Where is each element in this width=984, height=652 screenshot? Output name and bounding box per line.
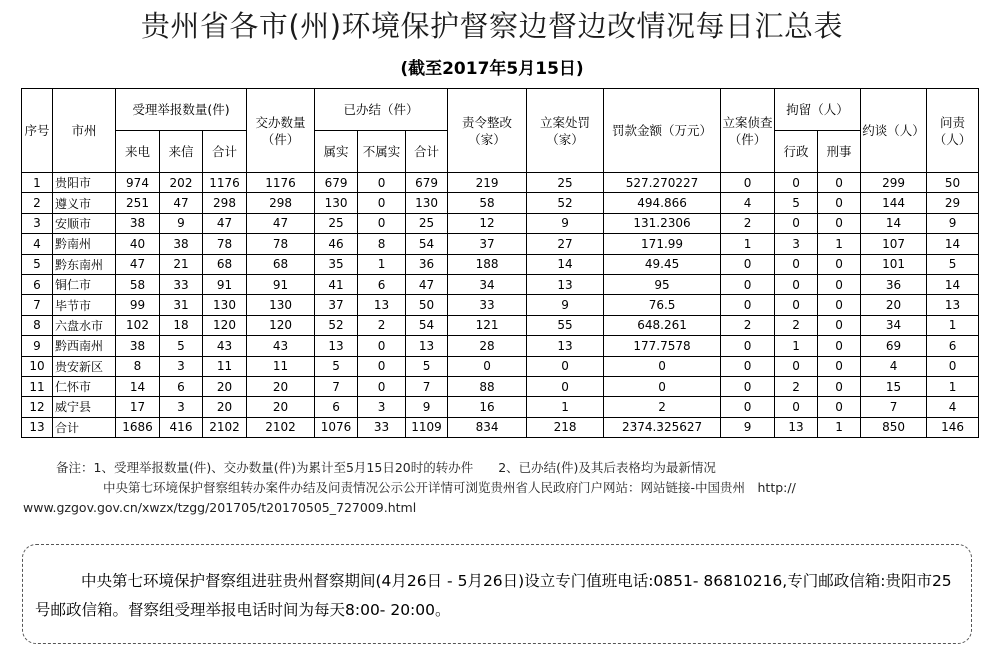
table-row: [22, 193, 979, 213]
table-cell: 43: [203, 336, 247, 356]
table-cell: 铜仁市: [53, 274, 116, 294]
table-cell: 68: [203, 254, 247, 274]
table-cell: 0: [721, 173, 775, 193]
table-cell: 88: [448, 376, 527, 396]
header-received: 受理举报数量(件): [116, 89, 247, 131]
page-subtitle: (截至2017年5月15日): [400, 59, 584, 79]
table-cell: 0: [721, 397, 775, 417]
table-cell: 46: [315, 234, 358, 254]
table-cell: 1: [527, 397, 604, 417]
table-cell: 黔东南州: [53, 254, 116, 274]
table-cell: 7: [406, 376, 448, 396]
table-cell: 20: [203, 376, 247, 396]
table-cell: 1: [818, 417, 861, 437]
table-cell: 2: [775, 315, 818, 335]
table-cell: 1076: [315, 417, 358, 437]
table-cell: 91: [247, 274, 315, 294]
table-row: [22, 295, 979, 315]
table-cell: 171.99: [604, 234, 721, 254]
table-cell: 52: [315, 315, 358, 335]
table-cell: 25: [527, 173, 604, 193]
table-cell: 95: [604, 274, 721, 294]
table-cell: 2: [604, 397, 721, 417]
table-cell: 130: [315, 193, 358, 213]
table-cell: 37: [448, 234, 527, 254]
table-cell: 20: [247, 397, 315, 417]
table-cell: 9: [22, 336, 53, 356]
table-cell: 0: [358, 376, 406, 396]
header-criminal: 刑事: [818, 131, 861, 173]
table-cell: 2374.325627: [604, 417, 721, 437]
table-cell: 0: [721, 254, 775, 274]
table-cell: 合计: [53, 417, 116, 437]
table-cell: 8: [116, 356, 160, 376]
header-received-total: 合计: [203, 131, 247, 173]
table-cell: 0: [818, 336, 861, 356]
table-cell: 13: [22, 417, 53, 437]
table-cell: 4: [22, 234, 53, 254]
table-cell: 251: [116, 193, 160, 213]
table-cell: 33: [160, 274, 203, 294]
table-cell: 0: [775, 173, 818, 193]
table-cell: 50: [927, 173, 979, 193]
header-true: 属实: [315, 131, 358, 173]
table-cell: 5: [927, 254, 979, 274]
table-cell: 7: [315, 376, 358, 396]
table-cell: 11: [203, 356, 247, 376]
table-cell: 146: [927, 417, 979, 437]
table-cell: 2102: [247, 417, 315, 437]
table-cell: 14: [527, 254, 604, 274]
table-cell: 834: [448, 417, 527, 437]
table-cell: 13: [358, 295, 406, 315]
table-cell: 9: [927, 213, 979, 233]
table-cell: 13: [527, 336, 604, 356]
table-cell: 9: [406, 397, 448, 417]
table-cell: 130: [406, 193, 448, 213]
table-cell: 120: [203, 315, 247, 335]
notes: [23, 458, 973, 518]
table-cell: 0: [818, 274, 861, 294]
table-cell: 17: [116, 397, 160, 417]
table-cell: 0: [927, 356, 979, 376]
table-cell: 299: [861, 173, 927, 193]
table-cell: 1109: [406, 417, 448, 437]
table-cell: 33: [358, 417, 406, 437]
table-cell: 8: [22, 315, 53, 335]
table-cell: 0: [818, 254, 861, 274]
table-cell: 12: [22, 397, 53, 417]
table-cell: 177.7578: [604, 336, 721, 356]
table-cell: 1686: [116, 417, 160, 437]
table-cell: 0: [721, 295, 775, 315]
table-cell: 15: [861, 376, 927, 396]
table-cell: 1: [775, 336, 818, 356]
table-cell: 20: [203, 397, 247, 417]
table-cell: 298: [203, 193, 247, 213]
table-cell: 130: [247, 295, 315, 315]
table-cell: 0: [818, 213, 861, 233]
table-cell: 6: [927, 336, 979, 356]
note-line-1: 备注：1、受理举报数量(件)、交办数量(件)为累计至5月15日20时的转办件 2、已办结(件)及其后表格均为最新情况: [56, 460, 716, 475]
table-cell: 47: [247, 213, 315, 233]
table-cell: 6: [315, 397, 358, 417]
table-cell: 2: [721, 315, 775, 335]
table-cell: 3: [160, 356, 203, 376]
table-cell: 0: [775, 356, 818, 376]
table-cell: 3: [160, 397, 203, 417]
table-cell: 58: [448, 193, 527, 213]
table-cell: 六盘水市: [53, 315, 116, 335]
table-row: [22, 397, 979, 417]
table-cell: 50: [406, 295, 448, 315]
table-cell: 69: [861, 336, 927, 356]
table-cell: 40: [116, 234, 160, 254]
table-cell: 0: [775, 254, 818, 274]
table-cell: 12: [448, 213, 527, 233]
header-detain: 拘留（人）: [775, 89, 861, 131]
table-cell: 102: [116, 315, 160, 335]
table-cell: 9: [160, 213, 203, 233]
table-cell: 20: [861, 295, 927, 315]
table-cell: 0: [721, 356, 775, 376]
table-cell: 25: [406, 213, 448, 233]
table-cell: 0: [818, 315, 861, 335]
table-cell: 安顺市: [53, 213, 116, 233]
table-cell: 25: [315, 213, 358, 233]
note-line-2: 中央第七环境保护督察组转办案件办结及问责情况公示公开详情可浏览贵州省人民政府门户网站：网站链接-中国贵州 http://: [103, 480, 796, 495]
table-cell: 0: [818, 295, 861, 315]
table-row: [22, 336, 979, 356]
table-cell: 5: [22, 254, 53, 274]
table-cell: 2: [721, 213, 775, 233]
table-cell: 36: [406, 254, 448, 274]
table-cell: 0: [604, 376, 721, 396]
table-cell: 1: [818, 234, 861, 254]
header-false: 不属实: [358, 131, 406, 173]
table-cell: 18: [160, 315, 203, 335]
table-cell: 101: [861, 254, 927, 274]
table-cell: 0: [775, 274, 818, 294]
table-cell: 14: [927, 234, 979, 254]
table-cell: 2: [22, 193, 53, 213]
table-cell: 78: [203, 234, 247, 254]
table-cell: 4: [721, 193, 775, 213]
table-cell: 54: [406, 234, 448, 254]
table-cell: 遵义市: [53, 193, 116, 213]
table-cell: 144: [861, 193, 927, 213]
table-cell: 2102: [203, 417, 247, 437]
table-cell: 20: [247, 376, 315, 396]
table-cell: 54: [406, 315, 448, 335]
header-interview: 约谈（人）: [861, 89, 927, 173]
table-cell: 5: [160, 336, 203, 356]
table-cell: 130: [203, 295, 247, 315]
table-row: [22, 213, 979, 233]
table-cell: 21: [160, 254, 203, 274]
table-cell: 0: [358, 213, 406, 233]
table-cell: 37: [315, 295, 358, 315]
table-row: [22, 173, 979, 193]
header-rectify: 责令整改（家）: [448, 89, 527, 173]
table-cell: 298: [247, 193, 315, 213]
table-cell: 1: [927, 315, 979, 335]
table-cell: 5: [315, 356, 358, 376]
table-cell: 219: [448, 173, 527, 193]
table-cell: 10: [22, 356, 53, 376]
table-cell: 202: [160, 173, 203, 193]
table-cell: 13: [406, 336, 448, 356]
header-admin: 行政: [775, 131, 818, 173]
table-cell: 0: [775, 295, 818, 315]
header-fine: 罚款金额（万元）: [604, 89, 721, 173]
header-transferred: 交办数量（件）: [247, 89, 315, 173]
table-cell: 1: [927, 376, 979, 396]
table-cell: 55: [527, 315, 604, 335]
table-cell: 1: [358, 254, 406, 274]
table-cell: 4: [861, 356, 927, 376]
table-cell: 527.270227: [604, 173, 721, 193]
table-cell: 416: [160, 417, 203, 437]
table-cell: 648.261: [604, 315, 721, 335]
table-cell: 9: [527, 213, 604, 233]
table-cell: 188: [448, 254, 527, 274]
table-cell: 14: [861, 213, 927, 233]
table-cell: 99: [116, 295, 160, 315]
table-cell: 2: [358, 315, 406, 335]
table-cell: 5: [406, 356, 448, 376]
table-cell: 47: [116, 254, 160, 274]
table-cell: 仁怀市: [53, 376, 116, 396]
header-closed: 已办结（件）: [315, 89, 448, 131]
table-cell: 贵阳市: [53, 173, 116, 193]
table-cell: 38: [116, 213, 160, 233]
hotline-notice-text: 中央第七环境保护督察组进驻贵州督察期间(4月26日 - 5月26日)设立专门值班电话:0851- 86810216,专门邮政信箱:贵阳市25号邮政信箱。督察组受理举报电话时间为每天8:00- 20:00。: [35, 572, 952, 619]
table-cell: 0: [721, 376, 775, 396]
table-cell: 34: [861, 315, 927, 335]
table-cell: 13: [527, 274, 604, 294]
table-cell: 34: [448, 274, 527, 294]
table-cell: 679: [315, 173, 358, 193]
table-cell: 0: [527, 356, 604, 376]
table-cell: 7: [861, 397, 927, 417]
table-cell: 5: [775, 193, 818, 213]
table-cell: 43: [247, 336, 315, 356]
hotline-notice-box: [22, 544, 972, 644]
table-cell: 贵安新区: [53, 356, 116, 376]
table-cell: 38: [116, 336, 160, 356]
table-cell: 78: [247, 234, 315, 254]
table-cell: 121: [448, 315, 527, 335]
header-city: 市州: [53, 89, 116, 173]
table-row: [22, 254, 979, 274]
table-cell: 41: [315, 274, 358, 294]
table-cell: 52: [527, 193, 604, 213]
header-accountability: 问责（人）: [927, 89, 979, 173]
table-cell: 38: [160, 234, 203, 254]
table-cell: 28: [448, 336, 527, 356]
table-cell: 7: [22, 295, 53, 315]
header-letter: 来信: [160, 131, 203, 173]
table-cell: 6: [22, 274, 53, 294]
table-cell: 36: [861, 274, 927, 294]
table-cell: 47: [160, 193, 203, 213]
table-row: [22, 356, 979, 376]
table-cell: 0: [721, 336, 775, 356]
header-phone: 来电: [116, 131, 160, 173]
table-cell: 3: [775, 234, 818, 254]
table-row: [22, 376, 979, 396]
table-cell: 6: [358, 274, 406, 294]
header-index: 序号: [22, 89, 53, 173]
table-cell: 107: [861, 234, 927, 254]
table-cell: 47: [203, 213, 247, 233]
table-cell: 0: [358, 336, 406, 356]
table-cell: 35: [315, 254, 358, 274]
table-cell: 1: [721, 234, 775, 254]
table-cell: 49.45: [604, 254, 721, 274]
table-cell: 1176: [247, 173, 315, 193]
table-cell: 679: [406, 173, 448, 193]
header-closed-total: 合计: [406, 131, 448, 173]
table-cell: 0: [775, 397, 818, 417]
table-cell: 9: [721, 417, 775, 437]
table-cell: 0: [358, 173, 406, 193]
table-cell: 9: [527, 295, 604, 315]
table-row: [22, 315, 979, 335]
table-cell: 3: [358, 397, 406, 417]
table-cell: 0: [448, 356, 527, 376]
table-row: [22, 234, 979, 254]
table-cell: 850: [861, 417, 927, 437]
table-cell: 47: [406, 274, 448, 294]
table-cell: 威宁县: [53, 397, 116, 417]
table-cell: 0: [818, 376, 861, 396]
table-cell: 14: [116, 376, 160, 396]
table-cell: 1: [22, 173, 53, 193]
table-cell: 14: [927, 274, 979, 294]
table-cell: 120: [247, 315, 315, 335]
table-cell: 毕节市: [53, 295, 116, 315]
table-cell: 1176: [203, 173, 247, 193]
table-cell: 218: [527, 417, 604, 437]
table-row: [22, 417, 979, 437]
table-cell: 0: [358, 356, 406, 376]
table-cell: 131.2306: [604, 213, 721, 233]
table-cell: 4: [927, 397, 979, 417]
note-line-3: www.gzgov.gov.cn/xwzx/tzgg/201705/t20170505_727009.html: [23, 500, 417, 515]
table-cell: 8: [358, 234, 406, 254]
summary-table: [21, 88, 979, 438]
table-cell: 0: [358, 193, 406, 213]
table-cell: 27: [527, 234, 604, 254]
table-cell: 3: [22, 213, 53, 233]
table-cell: 0: [604, 356, 721, 376]
table-cell: 33: [448, 295, 527, 315]
table-cell: 91: [203, 274, 247, 294]
table-cell: 13: [927, 295, 979, 315]
table-cell: 0: [818, 173, 861, 193]
table-cell: 黔南州: [53, 234, 116, 254]
table-cell: 58: [116, 274, 160, 294]
table-cell: 2: [775, 376, 818, 396]
header-penalty-cases: 立案处罚（家）: [527, 89, 604, 173]
table-row: [22, 274, 979, 294]
table-cell: 0: [775, 213, 818, 233]
table-cell: 31: [160, 295, 203, 315]
table-cell: 76.5: [604, 295, 721, 315]
table-cell: 29: [927, 193, 979, 213]
table-cell: 494.866: [604, 193, 721, 213]
table-cell: 0: [721, 274, 775, 294]
header-investigate: 立案侦查（件）: [721, 89, 775, 173]
table-cell: 16: [448, 397, 527, 417]
table-cell: 黔西南州: [53, 336, 116, 356]
table-cell: 13: [315, 336, 358, 356]
page-title: 贵州省各市(州)环境保护督察边督边改情况每日汇总表: [140, 9, 844, 43]
table-cell: 68: [247, 254, 315, 274]
table-cell: 13: [775, 417, 818, 437]
table-cell: 11: [22, 376, 53, 396]
table-cell: 0: [527, 376, 604, 396]
table-cell: 0: [818, 193, 861, 213]
table-cell: 0: [818, 356, 861, 376]
table-cell: 974: [116, 173, 160, 193]
table-cell: 6: [160, 376, 203, 396]
table-cell: 0: [818, 397, 861, 417]
table-cell: 11: [247, 356, 315, 376]
